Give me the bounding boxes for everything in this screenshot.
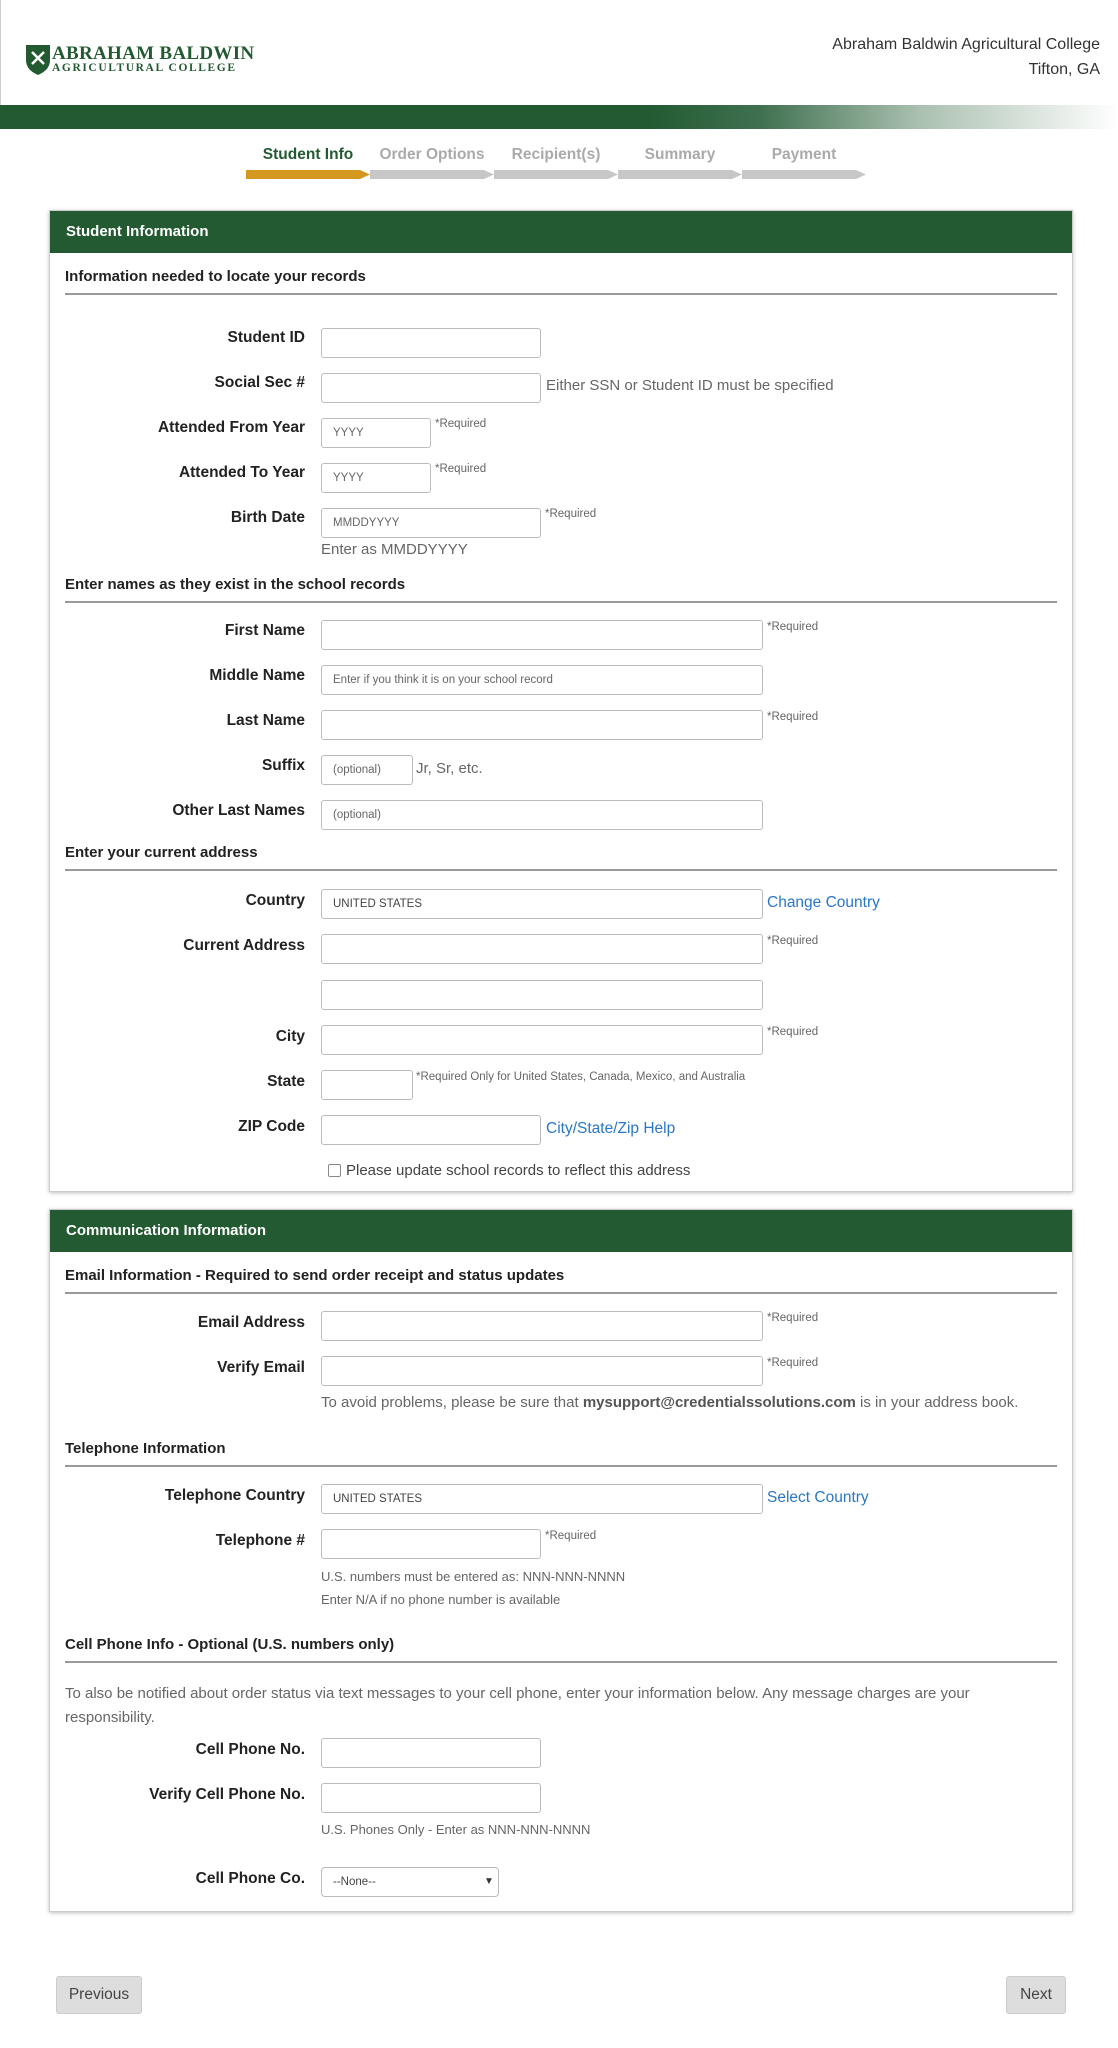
next-button[interactable]: Next	[1006, 1976, 1066, 2014]
state-required-note: *Required Only for United States, Canada, Mexico, and Australia	[416, 1071, 746, 1083]
zip-input[interactable]	[321, 1115, 541, 1145]
section-address: Enter your current address	[65, 844, 1057, 871]
birth-date-input[interactable]: MMDDYYYY	[321, 508, 541, 538]
first-name-input[interactable]	[321, 620, 763, 650]
telephone-country-label: Telephone Country	[164, 1487, 305, 1504]
other-last-names-input[interactable]: (optional)	[321, 800, 763, 830]
student-id-input[interactable]	[321, 328, 541, 358]
address-line2-input[interactable]	[321, 980, 763, 1010]
step-progress-bar	[618, 170, 742, 179]
update-records-checkbox[interactable]	[328, 1164, 341, 1177]
cell-phone-note: To also be notified about order status via text messages to your cell phone, enter your information below. Any message charges are your responsibility.	[65, 1685, 970, 1726]
required-note: *Required	[767, 1357, 819, 1369]
section-names: Enter names as they exist in the school records	[65, 576, 1057, 603]
to-year-input[interactable]: YYYY	[321, 463, 431, 493]
ssn-input[interactable]	[321, 373, 541, 403]
zip-label: ZIP Code	[238, 1118, 305, 1135]
logo-line2: AGRICULTURAL COLLEGE	[52, 62, 237, 74]
birth-date-label: Birth Date	[230, 509, 305, 526]
telephone-country-input[interactable]: UNITED STATES	[321, 1484, 763, 1514]
step-progress-bar	[494, 170, 618, 179]
step-label: Payment	[771, 146, 837, 163]
telephone-format-hint: U.S. numbers must be entered as: NNN-NNN-NNNN	[321, 1569, 626, 1584]
last-name-label: Last Name	[226, 712, 305, 729]
logo-line1: ABRAHAM BALDWIN	[52, 43, 255, 64]
panel-title: Communication Information	[50, 1210, 1072, 1252]
required-note: *Required	[435, 418, 487, 430]
step-progress-bar	[742, 170, 866, 179]
step-student-info	[246, 143, 370, 179]
step-label: Student Info	[262, 146, 354, 163]
header-band	[0, 105, 1118, 129]
step-label: Order Options	[379, 146, 485, 163]
last-name-input[interactable]	[321, 710, 763, 740]
city-input[interactable]	[321, 1025, 763, 1055]
step-label: Summary	[644, 146, 716, 163]
cell-phone-carrier-select[interactable]	[321, 1867, 499, 1897]
step-summary	[618, 143, 742, 179]
select-country-link[interactable]: Select Country	[767, 1489, 869, 1506]
other-last-names-label: Other Last Names	[172, 802, 305, 819]
step-order-options	[370, 143, 494, 179]
section-cell-phone: Cell Phone Info - Optional (U.S. numbers only)	[65, 1636, 1057, 1663]
step-payment	[742, 143, 866, 179]
city-label: City	[275, 1028, 305, 1045]
step-progress-bar	[246, 170, 370, 179]
carrier-selected-value: --None--	[333, 1876, 376, 1888]
email-note	[321, 1394, 1018, 1411]
telephone-na-hint: Enter N/A if no phone number is available	[321, 1592, 561, 1607]
required-note: *Required	[545, 1530, 597, 1542]
section-telephone: Telephone Information	[65, 1440, 1057, 1467]
student-id-label: Student ID	[227, 329, 305, 346]
required-note: *Required	[767, 711, 819, 723]
suffix-hint: Jr, Sr, etc.	[416, 760, 483, 777]
telephone-label: Telephone #	[215, 1532, 305, 1549]
from-year-input[interactable]: YYYY	[321, 418, 431, 448]
state-input[interactable]	[321, 1070, 413, 1100]
verify-email-label: Verify Email	[217, 1359, 305, 1376]
verify-cell-phone-input[interactable]	[321, 1783, 541, 1813]
email-note-prefix: To avoid problems, please be sure that	[321, 1394, 583, 1411]
required-note: *Required	[545, 508, 597, 520]
verify-email-input[interactable]	[321, 1356, 763, 1386]
college-shield-icon	[24, 42, 52, 76]
step-recipients	[494, 143, 618, 179]
suffix-label: Suffix	[261, 757, 305, 774]
section-email: Email Information - Required to send order receipt and status updates	[65, 1267, 1057, 1294]
country-input[interactable]: UNITED STATES	[321, 889, 763, 919]
from-year-label: Attended From Year	[157, 419, 305, 436]
cell-phone-hint: U.S. Phones Only - Enter as NNN-NNN-NNNN	[321, 1822, 591, 1837]
zip-help-link[interactable]: City/State/Zip Help	[546, 1120, 676, 1137]
address-line1-input[interactable]	[321, 934, 763, 964]
college-city: Tifton, GA	[1028, 61, 1100, 78]
middle-name-label: Middle Name	[209, 667, 305, 684]
verify-cell-phone-label: Verify Cell Phone No.	[149, 1786, 305, 1803]
cell-phone-carrier-label: Cell Phone Co.	[195, 1870, 305, 1887]
middle-name-input[interactable]: Enter if you think it is on your school record	[321, 665, 763, 695]
required-note: *Required	[767, 935, 819, 947]
email-note-suffix: is in your address book.	[855, 1394, 1019, 1411]
to-year-label: Attended To Year	[178, 464, 305, 481]
state-label: State	[267, 1073, 305, 1090]
first-name-label: First Name	[224, 622, 305, 639]
step-progress-bar	[370, 170, 494, 179]
panel-title: Student Information	[50, 211, 1072, 253]
email-label: Email Address	[197, 1314, 305, 1331]
step-label: Recipient(s)	[511, 146, 601, 163]
cell-phone-label: Cell Phone No.	[195, 1741, 305, 1758]
required-note: *Required	[767, 1026, 819, 1038]
cell-phone-input[interactable]	[321, 1738, 541, 1768]
support-email-address: mysupport@credentialssolutions.com	[582, 1394, 856, 1411]
country-label: Country	[245, 892, 305, 909]
required-note: *Required	[767, 1312, 819, 1324]
section-locate-records: Information needed to locate your records	[65, 268, 1057, 295]
previous-button[interactable]: Previous	[56, 1976, 142, 2014]
chevron-down-icon: ▼	[484, 1876, 494, 1887]
email-input[interactable]	[321, 1311, 763, 1341]
update-records-label: Please update school records to reflect this address	[346, 1162, 691, 1179]
change-country-link[interactable]: Change Country	[767, 894, 880, 911]
birth-date-hint: Enter as MMDDYYYY	[321, 541, 468, 558]
college-name: Abraham Baldwin Agricultural College	[832, 36, 1100, 53]
required-note: *Required	[435, 463, 487, 475]
required-note: *Required	[767, 621, 819, 633]
ssn-label: Social Sec #	[214, 374, 305, 391]
current-address-label: Current Address	[183, 937, 305, 954]
ssn-hint: Either SSN or Student ID must be specified	[546, 377, 834, 394]
suffix-input[interactable]: (optional)	[321, 755, 413, 785]
telephone-input[interactable]	[321, 1529, 541, 1559]
